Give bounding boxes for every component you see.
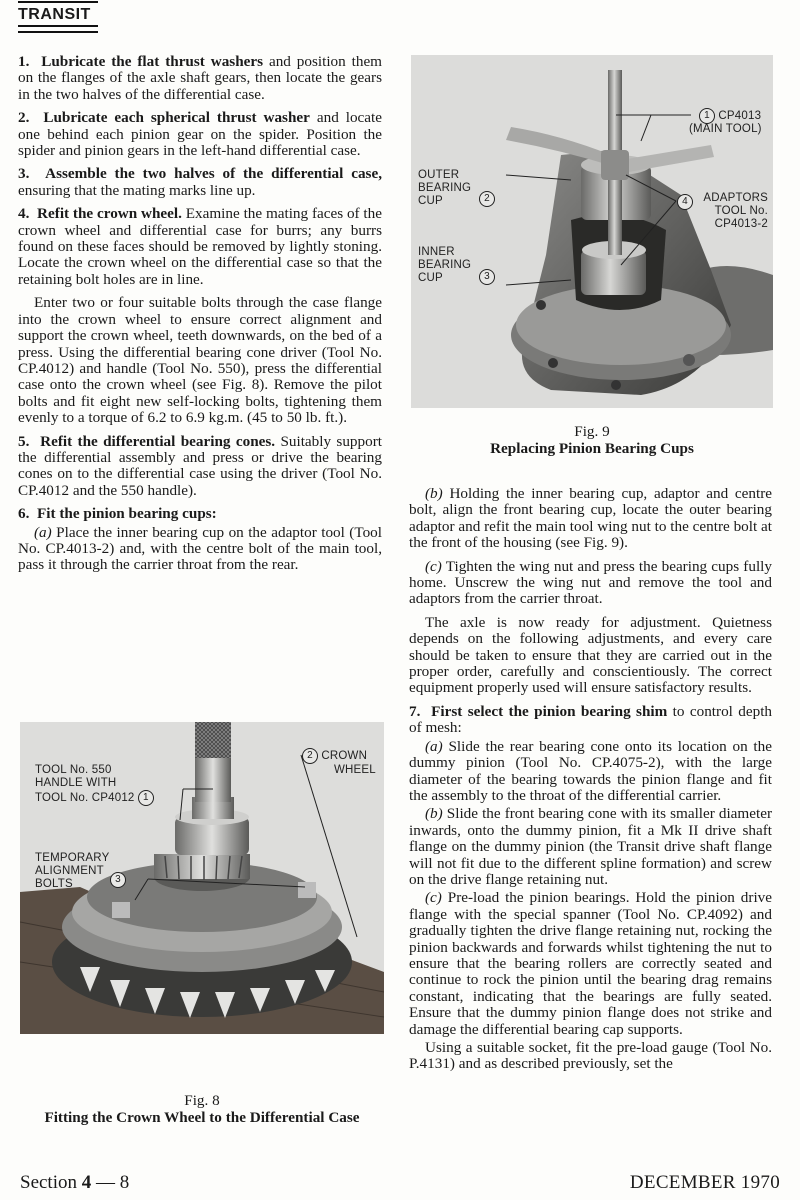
section-label: Section [20,1172,77,1193]
publication-date: DECEMBER 1970 [629,1172,780,1193]
sub-text: Place the inner bearing cup on the adaptor tool (Tool No. CP.4013-2) and, with the centre bolt of the main tool, pass it through the carrier throat from the rear. [18,523,382,574]
step-6 [18,506,382,522]
sub-label: (c) [425,889,442,907]
step-heading: Refit the differential bearing cones. [40,432,276,450]
sub-text: Slide the front bearing cone with its smaller diameter inwards, onto the dummy pinion, fit a Mk II drive shaft flange on the dummy pinion (the Transit drive shaft flange will not fit due to the different spline formation) and screw on the drive flange retaining nut. [409,805,772,888]
sub-text: Tighten the wing nut and press the bearing cups fully home. Unscrew the wing nut and remove the tool and adaptors from the carrier throat. [409,557,772,608]
sub-label: (a) [34,523,52,541]
callout-main-tool-sub: (MAIN TOOL) [689,123,762,135]
step-1 [18,54,382,103]
callout-3-marker: 3 [479,269,495,285]
figure-title: Fitting the Crown Wheel to the Differential Case [44,1109,360,1126]
callout-inner-bearing-cup: INNER BEARING CUP [418,246,472,284]
step-num: 7. [409,702,421,720]
step-num: 2. [18,109,30,127]
step-heading: Lubricate each spherical thrust washer [43,109,310,127]
section-number: 4 [81,1172,92,1193]
section-page-footer [20,1172,129,1194]
figure-title: Replacing Pinion Bearing Cups [490,440,694,457]
sub-label: (a) [425,737,443,755]
callout-number: 1 [699,108,715,124]
page-number: 8 [119,1172,130,1193]
step-4 [18,206,382,288]
step-heading: Fit the pinion bearing cups: [36,505,217,523]
step-num: 3. [18,165,30,183]
figure-number: Fig. 9 [574,423,610,440]
sub-text: Holding the inner bearing cup, adaptor and centre bolt, align the front bearing cup, locate the outer bearing adaptor and refit the main tool wing nut to the centre bolt at the front of the housing (see Fig. 9). [409,485,772,552]
figure-number: Fig. 8 [184,1092,220,1109]
callout-outer-bearing-cup: OUTER BEARING CUP [418,169,472,207]
sub-text: Slide the rear bearing cone onto its location on the dummy pinion (Tool No. CP.4075-2), with the large diameter of the bearing towards the pinion flange and fit the assembly to the throat of the differential carrier. [409,737,772,804]
callout-crown-wheel: 2 CROWN WHEEL [302,748,376,777]
figure-9-photo [411,55,773,408]
sub-label: (b) [425,485,443,502]
sub-text: Pre-load the pinion bearings. Hold the pinion drive flange with the special spanner (Tool No. CP.4092) and gradually tighten the drive flange retaining nut, rocking the pinion backwards and forwards whilst tightening the nut to ensure that the bearing rollers are correctly seated and continue to rock the pinion until the bearing drag remains constant, indicating that the bearings are fully seated. Ensure that the dummy pinion flange does not strike and damage the differential bearing cap supports. [409,889,772,1038]
step-7a [409,739,772,805]
step-text: and position them on the flanges of the axle shaft gears, then locate the gears in the two halves of the differential case. [18,53,383,103]
step-6a [18,525,382,574]
step-num: 5. [18,432,30,450]
step-7c [409,890,772,1038]
step-4-continued: Enter two or four suitable bolts through the case flange into the crown wheel to ensure correct alignment and support the crown wheel, teeth downwards, on the bed of a press. Using the differential bearing cone driver (Tool No. CP.4012) and handle (Tool No. 550), press the differential case onto the crown wheel (see Fig. 8). Remove the pilot bolts and fit eight new self-locking bolts, tightening them evenly to a torque of 6.2 to 6.9 kg.m. (45 to 50 lb. ft.). [18,294,382,427]
step-text: Examine the mating faces of the crown wheel and differential case for burrs; any burrs found on these faces should be removed by lightly stoning. Locate the crown wheel on the differential case so that the retaining bolt holes are in line. [18,205,382,288]
step-text: ensuring that the mating marks line up. [18,181,256,199]
step-heading: Refit the crown wheel. [37,205,182,223]
preload-gauge-note: Using a suitable socket, fit the pre-load gauge (Tool No. P.4131) and as described previously, set the [409,1039,772,1073]
right-column [409,486,772,1080]
callout-3-marker: 3 [110,872,126,888]
step-7b [409,806,772,888]
step-3 [18,166,382,199]
step-text: and locate one behind each pinion gear on the spider. Position the spider and pinion gears in the left-hand differential case. [18,109,383,160]
step-num: 4. [18,205,30,223]
callout-main-tool: 1 CP4013 [699,108,761,124]
step-heading: First select the pinion bearing shim [431,702,668,720]
step-text: to control depth of mesh: [409,702,773,737]
adjustment-note: The axle is now ready for adjustment. Quietness depends on the following adjustments, and every care should be taken to ensure that they are carried out in the proper order, carefully and conscientiously. The correct equipment properly used will ensure satisfactory results. [409,613,772,697]
figure-8-caption [20,1092,384,1126]
header-brand: TRANSIT [18,1,98,27]
step-6b [409,486,772,552]
callout-alignment-bolts: TEMPORARY ALIGNMENT BOLTS [35,852,110,890]
step-5 [18,434,382,500]
section-separator: — [96,1172,115,1193]
figure-8-photo [20,722,384,1034]
step-2 [18,110,382,159]
callout-tool-550: TOOL No. 550 HANDLE WITH TOOL No. CP4012 1 [35,764,154,806]
step-7 [409,704,772,737]
left-column [18,54,382,581]
sub-label: (b) [425,805,443,823]
sub-label: (c) [425,557,442,575]
figure-9-caption [411,423,773,457]
step-num: 6. [18,505,30,523]
step-text: Suitably support the differential assembly and press or drive the bearing cones on to the differential case using the driver (Tool No. CP.4012 and the 550 handle). [18,432,382,499]
callout-adaptors: ADAPTORS TOOL No. CP4013-2 [703,192,768,230]
callout-4-marker: 4 [677,194,693,210]
step-num: 1. [18,53,30,70]
step-6c [409,559,772,608]
callout-2-marker: 2 [479,191,495,207]
step-heading: Lubricate the flat thrust washers [41,53,264,70]
step-heading: Assemble the two halves of the differential case, [45,165,383,183]
